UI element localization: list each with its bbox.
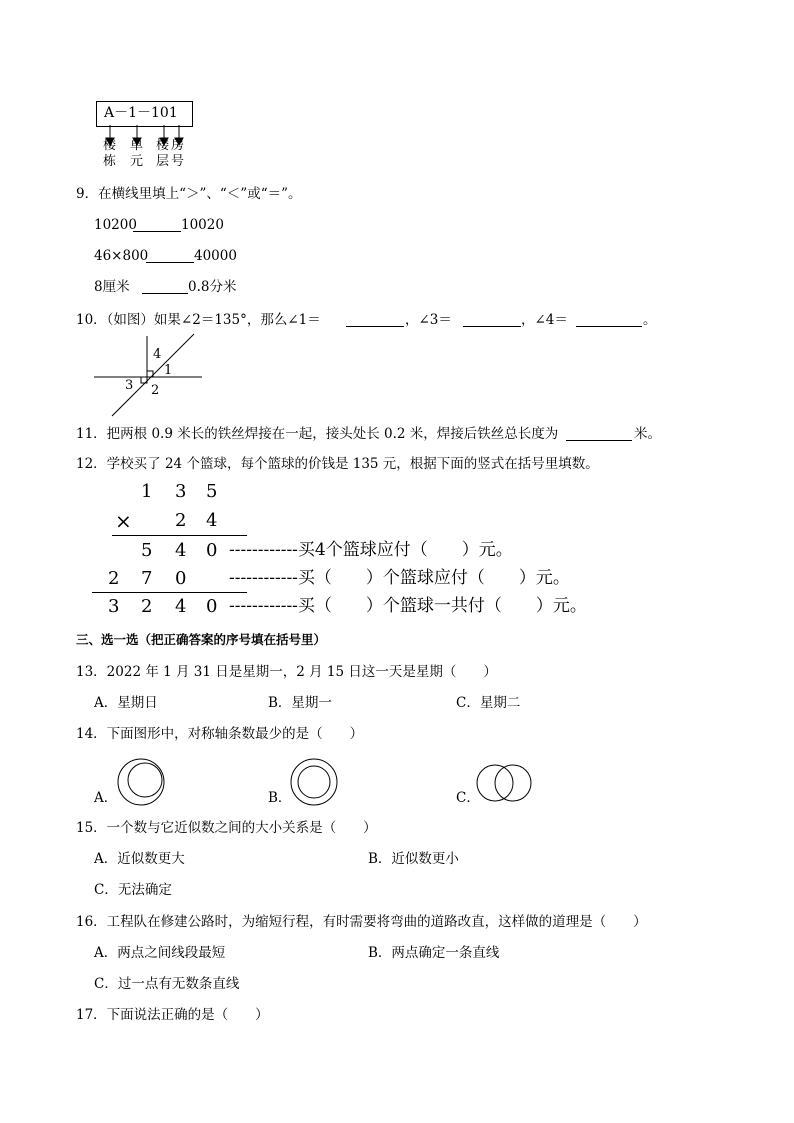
result-digit: 3 bbox=[108, 596, 120, 617]
q10-angle-figure bbox=[90, 330, 210, 420]
intersecting-circles-icon bbox=[474, 763, 536, 803]
q9-row-1-left: 10200 bbox=[94, 217, 137, 233]
q9-row-2-blank[interactable] bbox=[146, 262, 194, 263]
q13-option-b[interactable]: B．星期一 bbox=[268, 695, 332, 711]
result-digit: 0 bbox=[206, 596, 218, 617]
q14-text: 14．下面图形中，对称轴条数最少的是（ ） bbox=[76, 726, 364, 742]
q10-blank-1[interactable] bbox=[346, 326, 404, 327]
multiplicand-digit: 1 bbox=[141, 481, 153, 502]
q10-end: 。 bbox=[643, 312, 657, 328]
q14-option-b-label: B． bbox=[268, 790, 292, 806]
result-digit: 4 bbox=[175, 596, 187, 617]
q17-text: 17．下面说法正确的是（ ） bbox=[76, 1007, 269, 1023]
q16-option-a[interactable]: A．两点之间线段最短 bbox=[94, 945, 226, 961]
q9-title: 9．在横线里填上“＞”、“＜”或“＝”。 bbox=[76, 186, 302, 202]
multiply-sign: × bbox=[115, 509, 132, 533]
multiplier-digit: 4 bbox=[206, 510, 218, 531]
q12-title: 12．学校买了 24 个篮球，每个篮球的价钱是 135 元，根据下面的竖式在括号里填数。 bbox=[76, 456, 599, 472]
section-3-title: 三、选一选（把正确答案的序号填在括号里） bbox=[76, 632, 327, 647]
partial1-digit: 0 bbox=[206, 540, 218, 561]
q10-mid-2: ，∠4＝ bbox=[521, 312, 568, 328]
q10-mid-1: ，∠3＝ bbox=[405, 312, 452, 328]
q9-row-2-right: 40000 bbox=[194, 248, 237, 264]
angle-label-2: 2 bbox=[151, 383, 160, 398]
multiplicand-digit: 3 bbox=[175, 481, 187, 502]
partial2-digit: 0 bbox=[175, 568, 187, 589]
q12-note-1: ------------买4个篮球应付（ ）元。 bbox=[229, 540, 513, 560]
q11-unit: 米。 bbox=[634, 426, 661, 442]
code-label-1-top: 楼 bbox=[103, 138, 117, 153]
q10-blank-2[interactable] bbox=[463, 326, 521, 327]
circles-internally-tangent-icon bbox=[115, 756, 167, 808]
q14-option-c-label: C． bbox=[456, 790, 480, 806]
q9-row-3-blank[interactable] bbox=[142, 293, 188, 294]
code-label-1-bottom: 栋 bbox=[103, 154, 117, 169]
partial1-digit: 5 bbox=[141, 540, 153, 561]
q11-blank[interactable] bbox=[566, 440, 632, 441]
q16-option-b[interactable]: B．两点确定一条直线 bbox=[368, 945, 500, 961]
q15-option-c[interactable]: C．无法确定 bbox=[94, 882, 172, 898]
q16-option-c[interactable]: C．过一点有无数条直线 bbox=[94, 976, 240, 992]
q12-note-3: ------------买（ ）个篮球一共付（ ）元。 bbox=[229, 596, 587, 616]
q9-row-1-right: 10020 bbox=[181, 217, 224, 233]
q14-option-a-label: A． bbox=[94, 790, 118, 806]
q16-text: 16．工程队在修建公路时，为缩短行程，有时需要将弯曲的道路改直，这样做的道理是（ ） bbox=[76, 914, 647, 930]
q9-row-3-left: 8厘米 bbox=[94, 279, 130, 295]
q13-option-a[interactable]: A．星期日 bbox=[94, 695, 158, 711]
code-label-3-top: 楼 bbox=[156, 138, 170, 153]
partial1-digit: 4 bbox=[175, 540, 187, 561]
rule-line-1 bbox=[112, 535, 247, 536]
q10-title: 10．（如图）如果∠2＝135°，那么∠1＝ bbox=[76, 312, 321, 328]
q13-text: 13．2022 年 1 月 31 日是星期一，2 月 15 日这一天是星期（ ） bbox=[76, 664, 497, 680]
multiplier-digit: 2 bbox=[175, 510, 187, 531]
q12-note-2: ------------买（ ）个篮球应付（ ）元。 bbox=[229, 568, 570, 588]
code-label-2-bottom: 元 bbox=[130, 154, 144, 169]
code-label-4-top: 房 bbox=[171, 138, 185, 153]
partial2-digit: 2 bbox=[108, 568, 120, 589]
angle-label-1: 1 bbox=[164, 363, 173, 378]
q15-option-b[interactable]: B．近似数更小 bbox=[368, 851, 459, 867]
result-digit: 2 bbox=[141, 596, 153, 617]
rule-line-2 bbox=[92, 592, 247, 593]
code-label-3-bottom: 层 bbox=[156, 154, 170, 169]
code-label-2-top: 单 bbox=[130, 138, 144, 153]
q11-text: 11．把两根 0.9 米长的铁丝焊接在一起，接头处长 0.2 米，焊接后铁丝总长度为 bbox=[76, 426, 559, 442]
q9-row-3-right: 0.8分米 bbox=[188, 279, 237, 295]
code-label-4-bottom: 号 bbox=[171, 154, 185, 169]
concentric-circles-icon bbox=[288, 756, 340, 808]
q13-option-c[interactable]: C．星期二 bbox=[456, 695, 521, 711]
code-text: A－1－101 bbox=[104, 105, 178, 121]
q15-text: 15．一个数与它近似数之间的大小关系是（ ） bbox=[76, 820, 377, 836]
angle-label-4: 4 bbox=[153, 347, 162, 362]
partial2-digit: 7 bbox=[141, 568, 153, 589]
q10-blank-3[interactable] bbox=[576, 326, 642, 327]
q9-row-2-left: 46×800 bbox=[94, 248, 149, 264]
q9-row-1-blank[interactable] bbox=[133, 231, 181, 232]
multiplicand-digit: 5 bbox=[206, 481, 218, 502]
angle-label-3: 3 bbox=[125, 378, 134, 393]
q15-option-a[interactable]: A．近似数更大 bbox=[94, 851, 185, 867]
